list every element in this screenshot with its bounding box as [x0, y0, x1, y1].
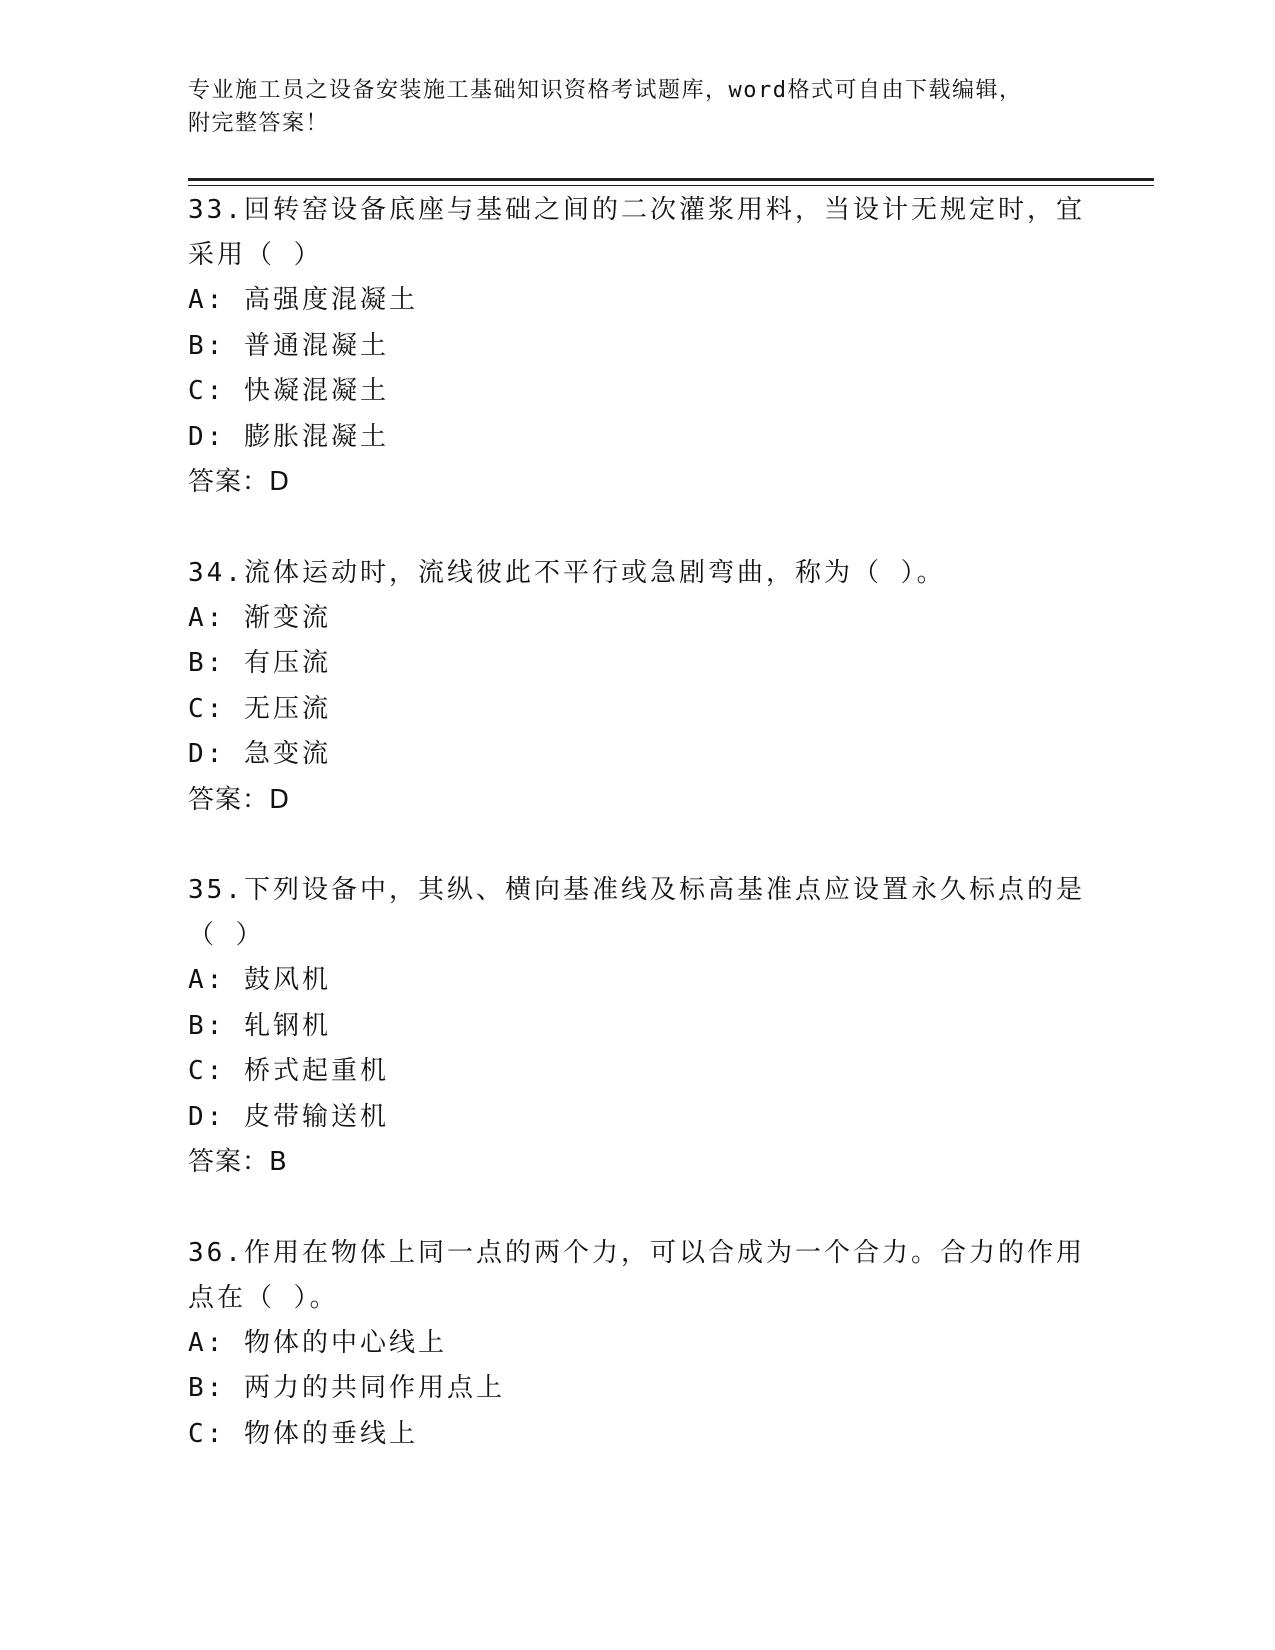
question-33: [188, 188, 1088, 506]
answer-line: 答案：D: [188, 467, 291, 497]
option-c: C: 快凝混凝土: [188, 376, 389, 406]
option-d: D: 膨胀混凝土: [188, 421, 389, 452]
option-c: C: 无压流: [188, 693, 331, 724]
question-34: [188, 551, 1088, 824]
question-text: 34.流体运动时，流线彼此不平行或急剧弯曲，称为（ ）。: [188, 557, 946, 588]
option-c: C: 桥式起重机: [188, 1056, 389, 1086]
option-b: B: 轧钢机: [188, 1010, 331, 1041]
answer-line: 答案：B: [188, 1147, 288, 1177]
question-text: 35.下列设备中，其纵、横向基准线及标高基准点应设置永久标点的是（ ）: [188, 875, 1085, 950]
option-c: C: 物体的垂线上: [188, 1418, 418, 1449]
header-divider-thin: [188, 185, 1154, 186]
option-d: D: 急变流: [188, 739, 331, 769]
question-text: 36.作用在物体上同一点的两个力，可以合成为一个合力。合力的作用点在（ ）。: [188, 1237, 1085, 1313]
answer-line: 答案：D: [188, 784, 291, 815]
option-b: B: 有压流: [188, 648, 331, 678]
option-a: A: 高强度混凝土: [188, 285, 418, 315]
document-header: 专业施工员之设备安装施工基础知识资格考试题库，word格式可自由下载编辑， 附完整答案！: [188, 78, 1023, 136]
option-a: A: 物体的中心线上: [188, 1327, 447, 1358]
option-d: D: 皮带输送机: [188, 1101, 389, 1132]
option-a: A: 渐变流: [188, 602, 331, 633]
question-list: [188, 188, 1088, 1502]
question-36: [188, 1231, 1088, 1458]
option-b: B: 普通混凝土: [188, 330, 389, 361]
header-divider-thick: [188, 178, 1154, 181]
option-a: A: 鼓风机: [188, 965, 331, 995]
option-b: B: 两力的共同作用点上: [188, 1373, 505, 1403]
question-35: [188, 868, 1088, 1186]
question-text: 33.回转窑设备底座与基础之间的二次灌浆用料，当设计无规定时，宜采用（ ）: [188, 195, 1085, 270]
